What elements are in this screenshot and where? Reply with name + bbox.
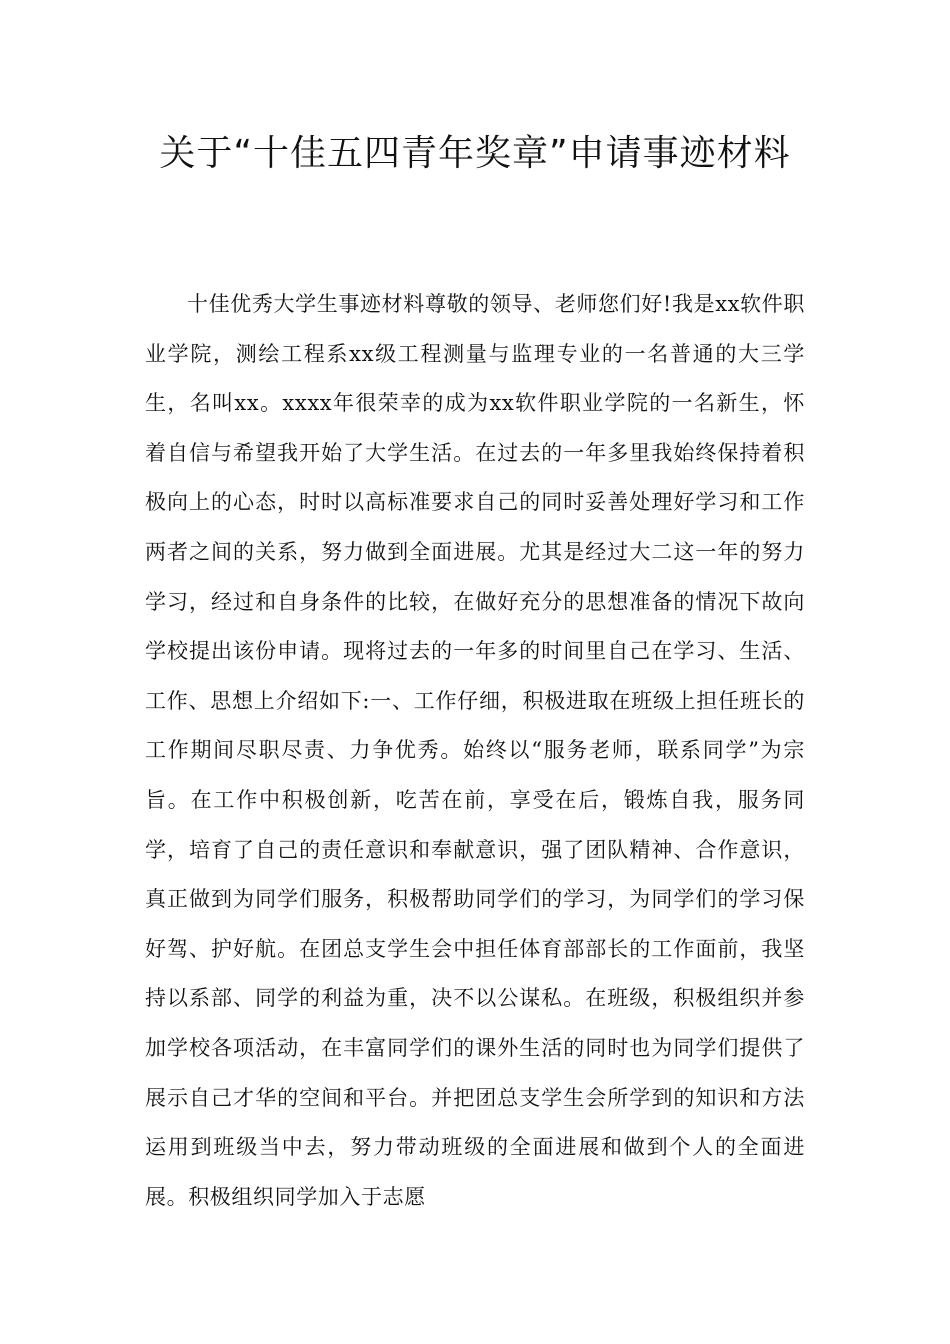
document-body-paragraph: 十佳优秀大学生事迹材料尊敬的领导、老师您们好!我是xx软件职业学院，测绘工程系xx级工程测量与监理专业的一名普通的大三学生，名叫xx。xxxx年很荣幸的成为xx软件职业学院的一名新生，怀着自信与希望我开始了大学生活。在过去的一年多里我始终保持着积极向上的心态，时时以高标准要求自己的同时妥善处理好学习和工作两者之间的关系，努力做到全面进展。尤其是经过大二这一年的努力学习，经过和自身条件的比较，在做好充分的思想准备的情况下故向学校提出该份申请。现将过去的一年多的时间里自己在学习、生活、工作、思想上介绍如下:一、工作仔细，积极进取在班级上担任班长的工作期间尽职尽责、力争优秀。始终以“服务老师，联系同学”为宗旨。在工作中积极创新，吃苦在前，享受在后，锻炼自我，服务同学，培育了自己的责任意识和奉献意识，强了团队精神、合作意识，真正做到为同学们服务，积极帮助同学们的学习，为同学们的学习保好驾、护好航。在团总支学生会中担任体育部部长的工作面前，我坚持以系部、同学的利益为重，决不以公谋私。在班级，积极组织并参加学校各项活动，在丰富同学们的课外生活的同时也为同学们提供了展示自己才华的空间和平台。并把团总支学生会所学到的知识和方法运用到班级当中去，努力带动班级的全面进展和做到个人的全面进展。积极组织同学加入于志愿 [145,292,805,1209]
document-title: 关于“十佳五四青年奖章”申请事迹材料 [159,133,791,174]
